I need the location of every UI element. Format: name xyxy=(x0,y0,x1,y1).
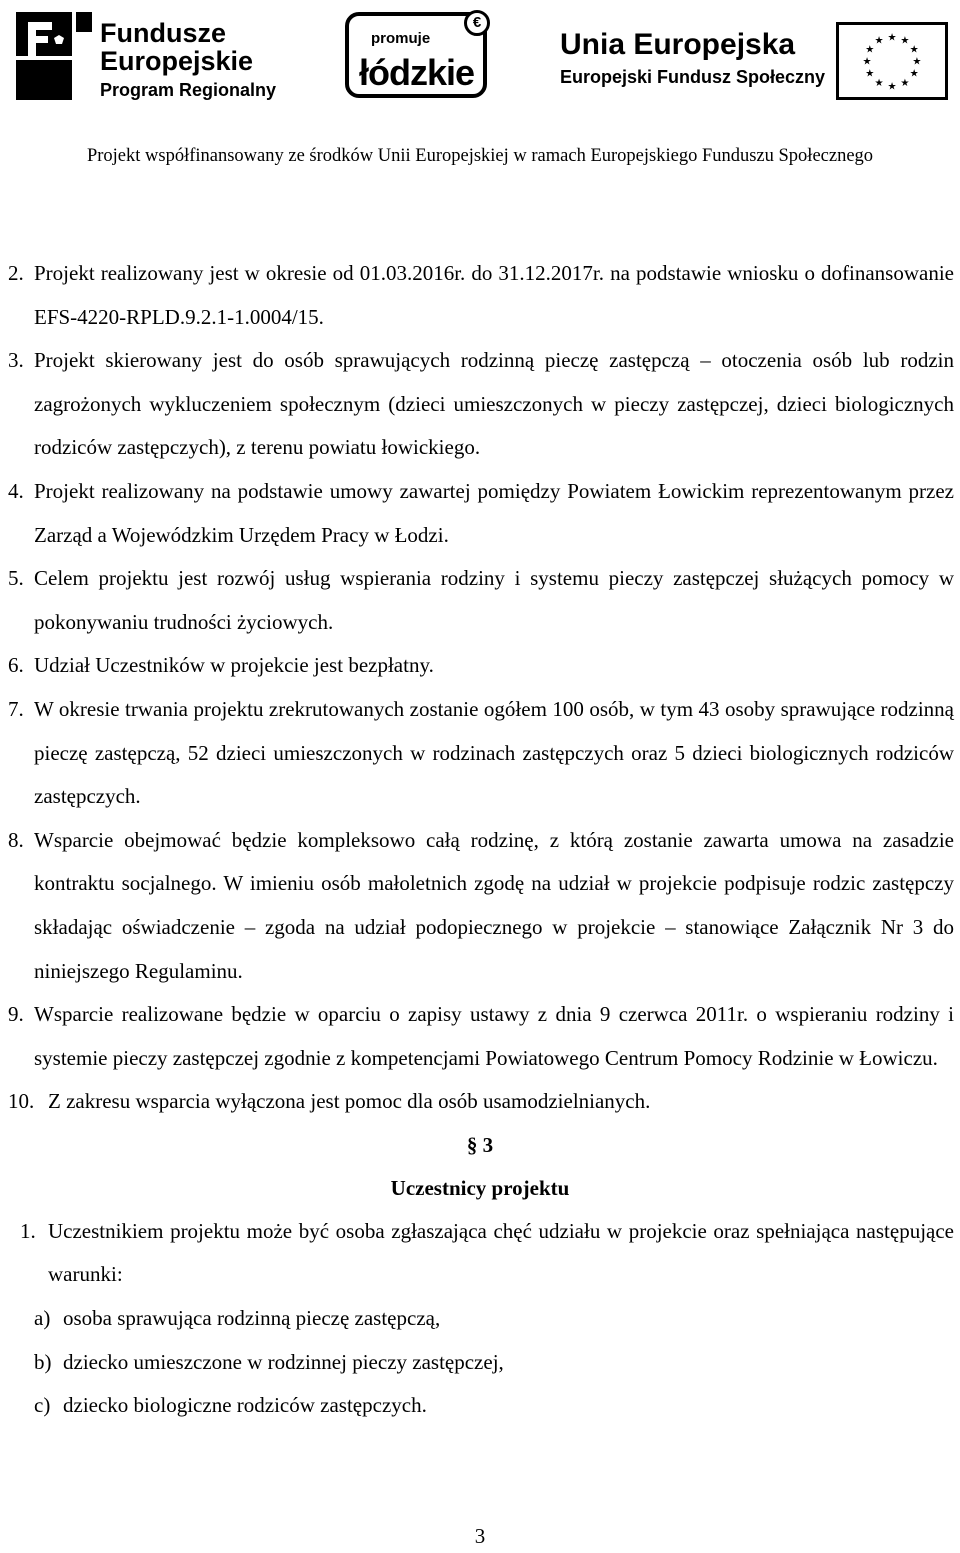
unia-europejska-logo xyxy=(560,22,950,102)
svg-text:★: ★ xyxy=(874,35,884,47)
list-item: 6. Udział Uczestników w projekcie jest bezpłatny. xyxy=(8,653,434,678)
svg-text:★: ★ xyxy=(865,68,875,80)
svg-text:★: ★ xyxy=(909,68,919,80)
eu-flag-icon xyxy=(836,22,948,100)
ue-logo-line1: Unia Europejska xyxy=(560,28,796,61)
lodz-logo-big-text: łódzkie xyxy=(359,52,475,93)
svg-text:★: ★ xyxy=(887,32,897,44)
document-body xyxy=(0,252,960,1428)
list-item: 4. Projekt realizowany na podstawie umowy zawartej pomiędzy Powiatem Łowickim reprezentowanym przez Zarząd a Wojewódzkim Urzędem Pracy w Łodzi. xyxy=(8,478,954,547)
section-list-item: 1. Uczestnikiem projektu może być osoba zgłaszająca chęć udziału w projekcie oraz spełniająca następujące warunki: xyxy=(20,1218,954,1287)
section-title: Uczestnicy projektu xyxy=(390,1175,570,1200)
condition-item: a) osoba sprawująca rodzinną pieczę zastępczą, xyxy=(34,1306,441,1331)
condition-item: b) dziecko umieszczone w rodzinnej pieczy zastępczej, xyxy=(34,1349,504,1374)
svg-text:★: ★ xyxy=(900,35,910,47)
fe-logo-line3: Program Regionalny xyxy=(100,80,277,100)
ue-logo-line2: Europejski Fundusz Społeczny xyxy=(560,67,826,87)
list-item: 10. Z zakresu wsparcia wyłączona jest pomoc dla osób usamodzielnianych. xyxy=(8,1089,651,1114)
list-item: 9. Wsparcie realizowane będzie w oparciu o zapisy ustawy z dnia 9 czerwca 2011r. o wspieraniu rodziny i systemie pieczy zastępczej zgodnie z kompetencjami Powiatowego Centrum Pomocy Rodzinie w Łowiczu. xyxy=(8,1002,954,1070)
svg-text:★: ★ xyxy=(909,44,919,56)
lodz-logo-small-text: promuje xyxy=(371,30,431,47)
svg-text:★: ★ xyxy=(887,81,897,93)
list-item: 8. Wsparcie obejmować będzie kompleksowo całą rodzinę, z którą zostanie zawarta umowa na zasadzie kontraktu socjalnego. W imieniu osób małoletnich zgodę na udział w projekcie podpisuje rodzic zastępczy składając oświadczenie – zgoda na udział podopiecznego w projekcie – stanowiące Załącznik Nr 3 do niniejszego Regulaminu. xyxy=(8,827,954,983)
project-banner: Projekt współfinansowany ze środków Unii Europejskiej w ramach Europejskiego Funduszu Społecznego xyxy=(86,146,874,166)
euro-badge-icon: € xyxy=(464,10,490,36)
list-item: 2. Projekt realizowany jest w okresie od 01.03.2016r. do 31.12.2017r. na podstawie wniosku o dofinansowanie EFS-4220-RPLD.9.2.1-1.0004/15. xyxy=(8,261,954,329)
page-number: 3 xyxy=(474,1524,486,1548)
fundusze-europejskie-logo xyxy=(14,8,284,103)
list-item: 3. Projekt skierowany jest do osób sprawujących rodzinną pieczę zastępczą – otoczenia osób lub rodzin zagrożonych wykluczeniem społecznym (dzieci umieszczonych w pieczy zastępczej, dzieci biologicznych rodziców zastępczych), z terenu powiatu łowickiego. xyxy=(8,348,954,460)
list-item: 7. W okresie trwania projektu zrekrutowanych zostanie ogółem 100 osób, w tym 43 osoby sprawujące rodzinną pieczę zastępczą, 52 dzieci umieszczonych w rodzinach zastępczych oraz 5 dzieci biologicznych rodziców zastępczych. xyxy=(8,696,954,809)
svg-text:★: ★ xyxy=(874,77,884,89)
fe-logo-line2: Europejskie xyxy=(100,46,254,76)
section-symbol: § 3 xyxy=(466,1132,494,1157)
svg-text:★: ★ xyxy=(912,56,922,68)
header-logos xyxy=(0,0,960,130)
fundusze-europejskie-mark-icon xyxy=(14,8,94,103)
fe-logo-line1: Fundusze xyxy=(100,18,226,48)
svg-text:★: ★ xyxy=(900,77,910,89)
condition-item: c) dziecko biologiczne rodziców zastępczych. xyxy=(34,1393,427,1418)
svg-text:★: ★ xyxy=(865,44,875,56)
svg-text:★: ★ xyxy=(862,56,872,68)
list-item: 5. Celem projektu jest rozwój usług wspierania rodziny i systemu pieczy zastępczej służących pomocy w pokonywaniu trudności życiowych. xyxy=(8,566,954,634)
